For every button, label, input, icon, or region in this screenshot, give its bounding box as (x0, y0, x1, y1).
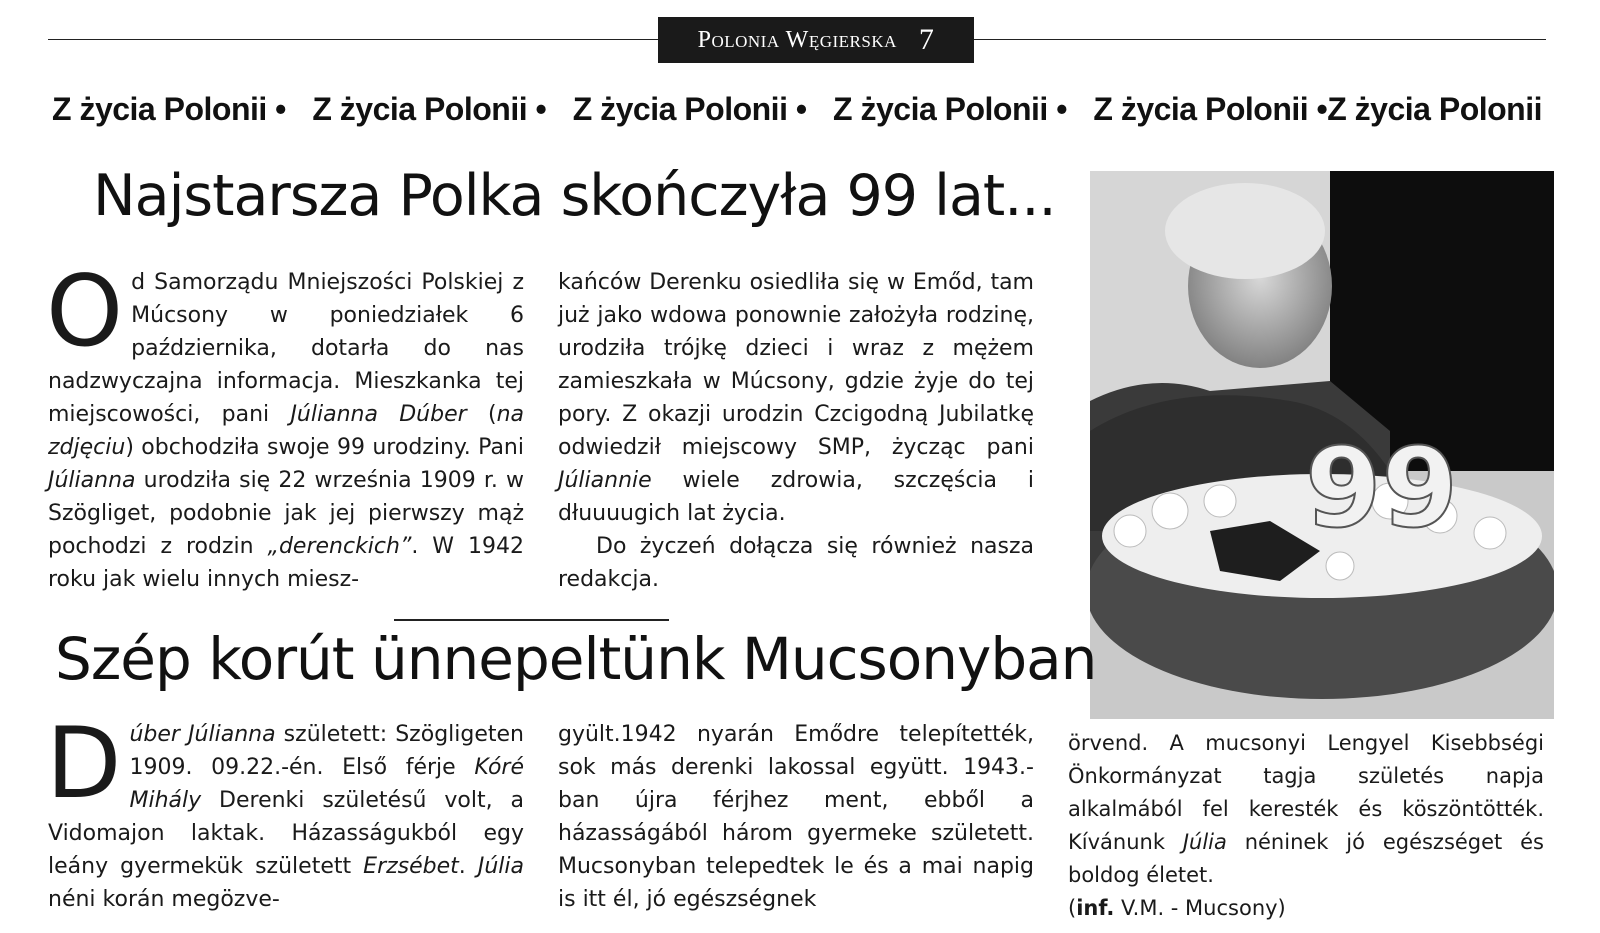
article1-headline: Najstarsza Polka skończyła 99 lat... (93, 163, 1056, 229)
person-name: Júlia (1182, 830, 1227, 854)
section-item: Z życia Polonii • (833, 91, 1067, 127)
article1-column-1 (46, 255, 525, 596)
body-text: Do życzeń dołącza się również nasza redakcja. (558, 534, 1034, 592)
body-text: ) obchodziła swoje 99 urodziny. Pani (125, 435, 524, 460)
birthday-photo (1090, 171, 1554, 719)
article1-dropcap: O (46, 255, 124, 369)
article2-headline: Szép korút ünnepeltünk Mucsonyban (55, 625, 1097, 693)
body-text: kańców Derenku osiedliła się w Emőd, tam już jako wdowa ponownie założyła rodzinę, urodziła trójkę dzieci i wraz z mężem zamieszkała w Múcsony, gdzie żyje do tej pory. Z okazji urodzin Czcigodną Jubilatkę odwiedził miejscowy SMP, życząc pani (558, 270, 1034, 460)
article1-column-2 (558, 266, 1034, 596)
person-name: úber Júlianna (129, 722, 276, 747)
person-name: Júlia (477, 854, 524, 879)
body-text: wiele zdrowia, szczęścia i dłuuuugich lat życia. (558, 468, 1034, 526)
section-item: Z życia Polonii • (572, 91, 807, 127)
body-text: örvend. A mucsonyi Lengyel Kisebbségi Önkormányzat tagja születés napja alkalmából fel keresték és köszöntötték. Kívánunk (1068, 731, 1544, 854)
photo-note: na zdjęciu (48, 402, 525, 460)
body-text: . (458, 854, 478, 879)
person-name: Júlianna (48, 468, 136, 493)
candle-number: 99 (1305, 424, 1459, 552)
section-item: Z życia Polonii •Z życia Polonii (1093, 91, 1542, 127)
section-banner (52, 91, 1542, 128)
article2-dropcap: D (46, 707, 122, 821)
body-text: . W 1942 roku jak wielu innych miesz- (48, 534, 524, 592)
article-separator (394, 619, 669, 621)
body-text: d Samorządu Mniejszości Polskiej z Múcsony w poniedziałek 6 października, dotarła do nas nadzwyczajna informacja. Mieszkanka tej miejscowości, pani (48, 270, 524, 427)
page-number: 7 (918, 23, 935, 56)
quoted-term: „derenckich” (267, 534, 412, 559)
body-text: Derenki születésű volt, a Vidomajon laktak. Házasságukból egy leány gyermekük született (48, 788, 524, 879)
article2-column-1 (46, 707, 524, 916)
person-name: Júlianna Dúber (290, 402, 467, 427)
body-text: néninek jó egészséget és boldog életet. (1068, 830, 1544, 887)
person-name: Erzsébet (363, 854, 459, 879)
photo-image (1090, 171, 1554, 719)
body-text: született: Szögligeten 1909. 09.22.-én. Első férje (129, 722, 524, 780)
credit-label: inf. (1076, 896, 1115, 920)
publication-name: Polonia Węgierska (697, 26, 897, 53)
body-text: gyült.1942 nyarán Emődre telepítették, sok más derenki lakossal együtt. 1943.-ban újra férjhez ment, ebből a házasságából három gyermeke született. Mucsonyban telepedtek le és a mai napig is itt él, jó egészségnek (558, 722, 1034, 912)
body-text: ( (466, 402, 497, 427)
person-name: Kóré Mihály (129, 755, 524, 813)
body-text: urodziła się 22 września 1909 r. w Szögliget, podobnie jak jej pierwszy mąż pochodzi z rodzin (48, 468, 524, 559)
credit-line: (inf. V.M. - Mucsony) (1068, 896, 1286, 920)
section-item: Z życia Polonii • (312, 91, 547, 127)
body-text: néni korán megözve- (48, 887, 280, 912)
article2-column-3 (1068, 727, 1544, 925)
article2-column-2 (558, 718, 1034, 916)
section-item: Z życia Polonii • (52, 91, 286, 127)
person-name: Júliannie (558, 468, 652, 493)
page-header (658, 17, 974, 63)
